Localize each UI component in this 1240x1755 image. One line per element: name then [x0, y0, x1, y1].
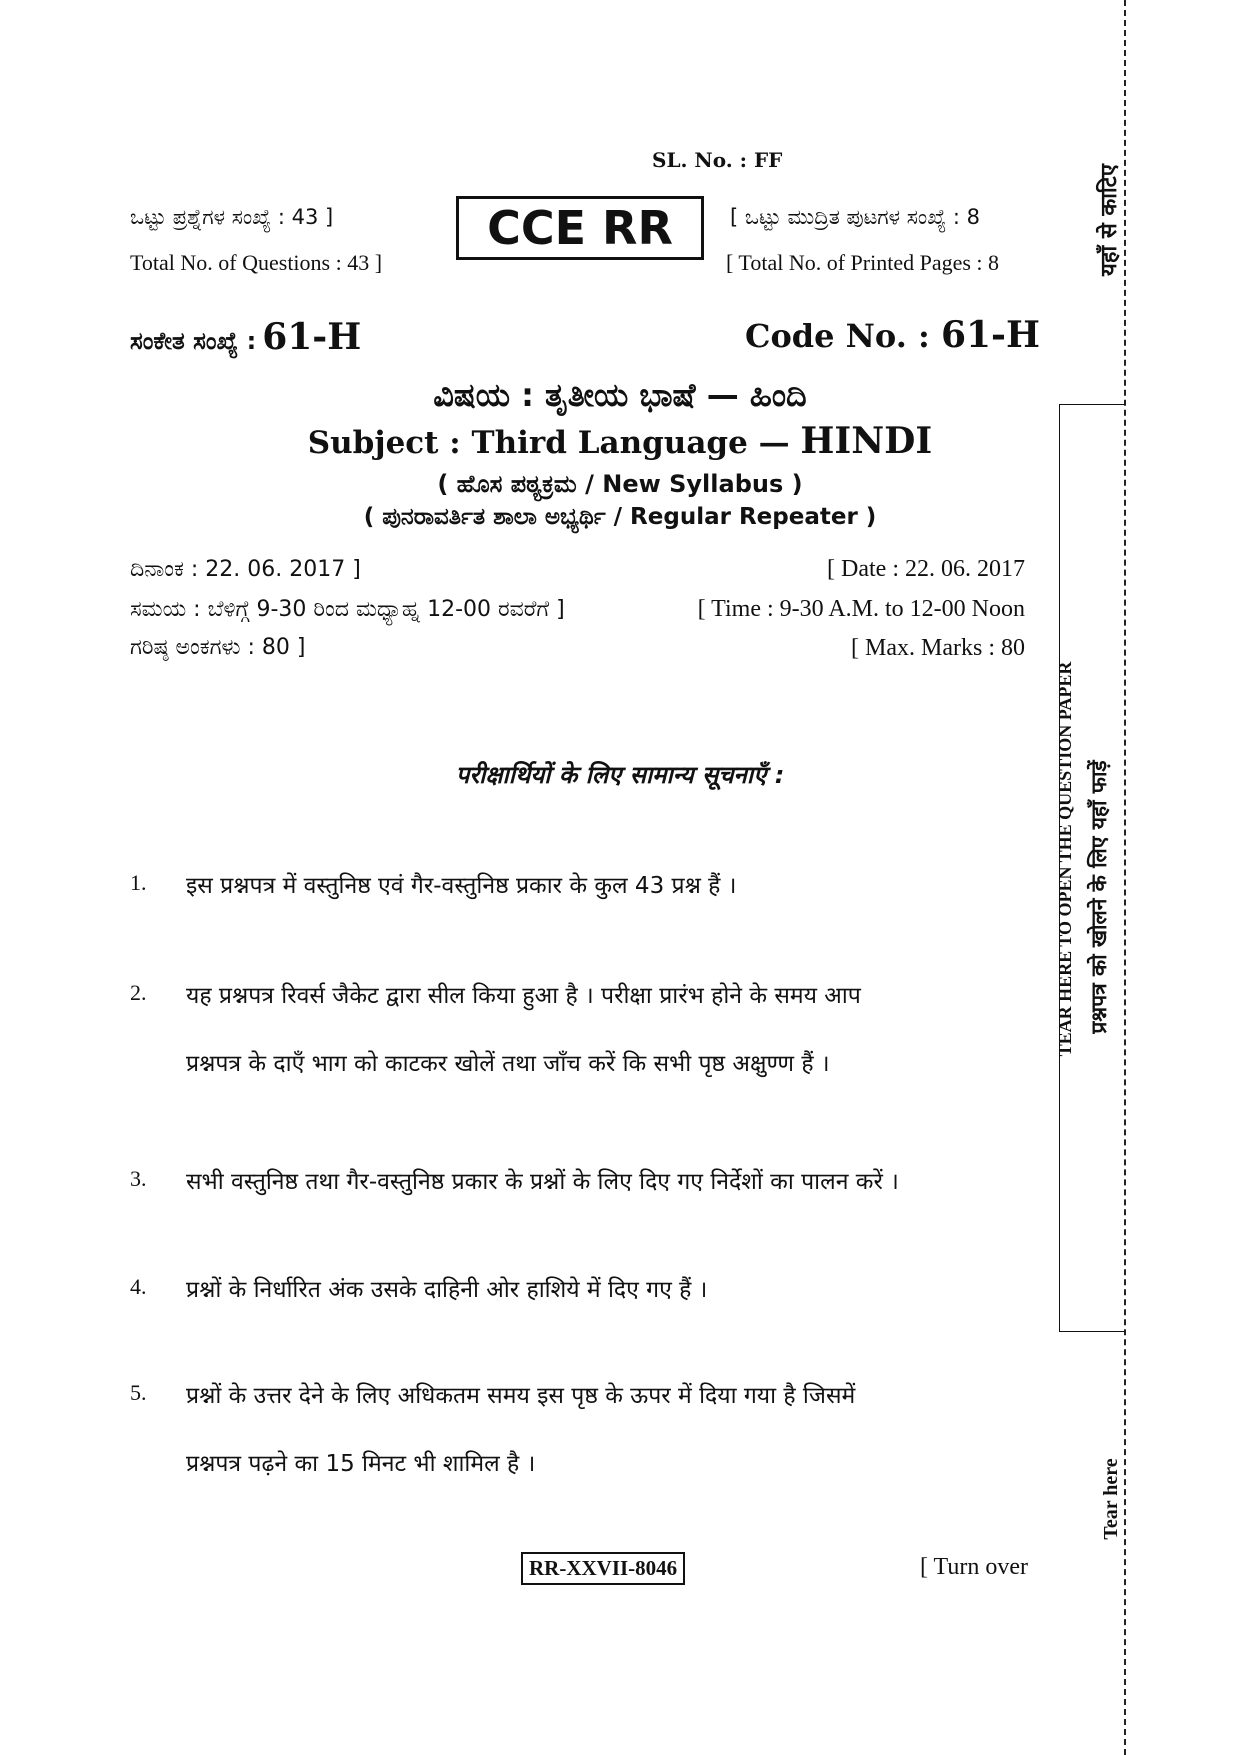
total-questions-english: Total No. of Questions : 43 ]	[130, 250, 383, 275]
instruction-number: 5.	[130, 1380, 147, 1405]
tear-here-label: Tear here	[1100, 1458, 1122, 1540]
instruction-number: 4.	[130, 1274, 147, 1299]
printed-pages-kannada: [ ಒಟ್ಟು ಮುದ್ರಿತ ಪುಟಗಳ ಸಂಖ್ಯೆ : 8	[730, 205, 981, 229]
instruction-line: प्रश्नपत्र के दाएँ भाग को काटकर खोलें तथा जाँच करें कि सभी पृष्ठ अक्षुण्ण हैं ।	[186, 1051, 830, 1077]
instruction-number: 2.	[130, 980, 147, 1005]
subject-english	[0, 420, 1240, 462]
candidate-type-line: ( ಪುನರಾವರ್ತಿತ ಶಾಲಾ ಅಭ್ಯರ್ಥಿ / Regular Repeater )	[363, 504, 877, 530]
subject-kannada: ವಿಷಯ : ತೃತೀಯ ಭಾಷೆ — ಹಿಂದಿ	[433, 376, 807, 414]
instruction-number: 1.	[130, 870, 147, 895]
code-kannada-label: ಸಂಕೇತ ಸಂಖ್ಯೆ :	[130, 327, 257, 355]
turn-over-label: [ Turn over	[920, 1554, 1029, 1580]
max-marks-kannada: ಗರಿಷ್ಠ ಅಂಕಗಳು : 80 ]	[130, 635, 306, 660]
tear-open-english: TEAR HERE TO OPEN THE QUESTION PAPER	[1055, 661, 1075, 1057]
code-number-kannada	[130, 316, 361, 358]
instruction-line: इस प्रश्नपत्र में वस्तुनिष्ठ एवं गैर-वस्तुनिष्ठ प्रकार के कुल 43 प्रश्न हैं ।	[186, 873, 737, 899]
code-kannada-value: 61-H	[262, 316, 362, 358]
date-kannada: ದಿನಾಂಕ : 22. 06. 2017 ]	[130, 557, 361, 582]
instruction-line: प्रश्नों के निर्धारित अंक उसके दाहिनी ओर हाशिये में दिए गए हैं ।	[186, 1277, 708, 1303]
instruction-line: यह प्रश्नपत्र रिवर्स जैकेट द्वारा सील किया हुआ है । परीक्षा प्रारंभ होने के समय आप	[186, 983, 861, 1009]
subject-english-main: HINDI	[800, 420, 933, 462]
tear-open-hindi: प्रश्नपत्र को खोलने के लिए यहाँ फाड़ें	[1087, 760, 1111, 1034]
time-english: [ Time : 9-30 A.M. to 12-00 Noon	[697, 596, 1025, 622]
cut-here-label: यहाँ से काटिए	[1097, 164, 1122, 276]
paper-code-box: RR-XXVII-8046	[521, 1552, 685, 1585]
date-english: [ Date : 22. 06. 2017	[827, 556, 1025, 582]
max-marks-english: [ Max. Marks : 80	[851, 635, 1025, 661]
code-english-label: Code No. :	[744, 317, 930, 355]
exam-badge: CCE RR	[456, 196, 704, 260]
serial-number: SL. No. : FF	[652, 148, 783, 172]
total-questions-kannada: ಒಟ್ಟು ಪ್ರಶ್ನೆಗಳ ಸಂಖ್ಯೆ : 43 ]	[130, 205, 334, 229]
instruction-line: सभी वस्तुनिष्ठ तथा गैर-वस्तुनिष्ठ प्रकार के प्रश्नों के लिए दिए गए निर्देशों का पालन करें ।	[186, 1169, 899, 1195]
instruction-number: 3.	[130, 1166, 147, 1191]
instruction-line: प्रश्नपत्र पढ़ने का 15 मिनट भी शामिल है ।	[186, 1451, 536, 1477]
instruction-line: प्रश्नों के उत्तर देने के लिए अधिकतम समय इस पृष्ठ के ऊपर में दिया गया है जिसमें	[186, 1383, 856, 1409]
subject-english-prefix: Subject : Third Language —	[307, 425, 790, 461]
code-english-value: 61-H	[940, 314, 1040, 356]
instructions-heading: परीक्षार्थियों के लिए सामान्य सूचनाएँ :	[455, 761, 785, 789]
time-kannada: ಸಮಯ : ಬೆಳಿಗ್ಗೆ 9-30 ರಿಂದ ಮಧ್ಯಾಹ್ನ 12-00 ರವರೆಗೆ ]	[130, 597, 565, 622]
syllabus-line: ( ಹೊಸ ಪಠ್ಯಕ್ರಮ / New Syllabus )	[437, 470, 803, 498]
printed-pages-english: [ Total No. of Printed Pages : 8	[726, 250, 1000, 275]
code-number-english	[745, 314, 1040, 356]
